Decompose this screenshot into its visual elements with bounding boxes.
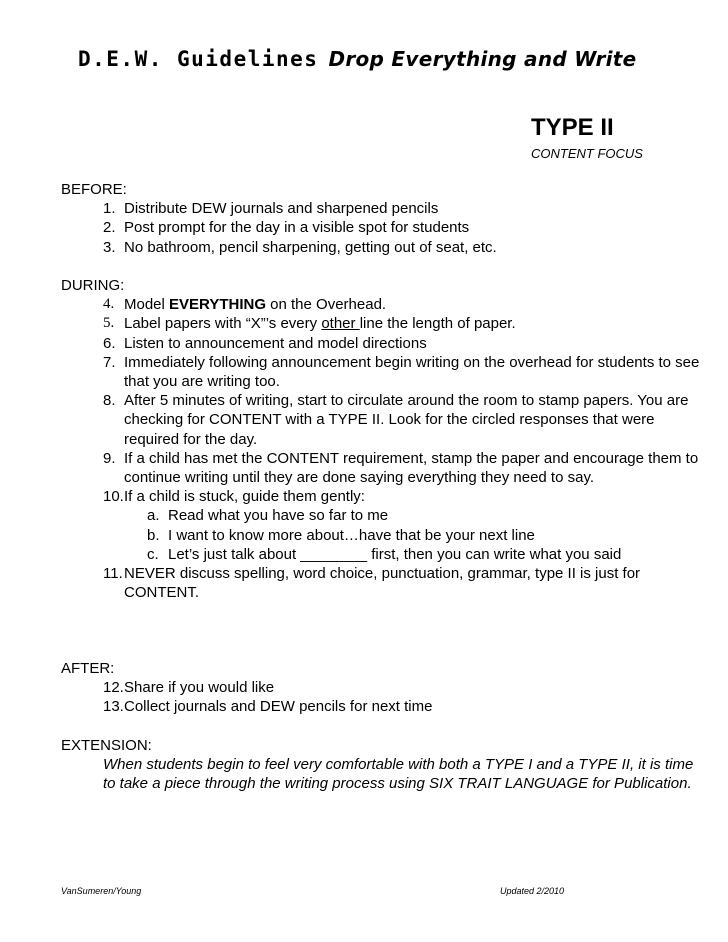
item-text: Immediately following announcement begin writing on the overhead for students to see that you are writing too.: [124, 353, 700, 391]
after-heading: AFTER:: [61, 660, 115, 677]
item-number: 8.: [103, 392, 116, 410]
item-text-post: on the Overhead.: [266, 296, 387, 314]
item-number: 1.: [103, 200, 116, 218]
item-number: 5.: [103, 315, 115, 332]
item-text: NEVER discuss spelling, word choice, punctuation, grammar, type II is just for CONTENT.: [124, 565, 641, 602]
item-text: Collect journals and DEW pencils for next time: [124, 698, 433, 716]
list-item: [61, 449, 701, 487]
item-number: 9.: [103, 449, 116, 467]
item-text: After 5 minutes of writing, start to circulate around the room to stamp papers. You are checking for CONTENT with a TYPE II. Look for the circled responses that were required for the day.: [124, 392, 689, 448]
item-number: 12.: [103, 679, 124, 697]
item-number: 10.: [103, 488, 124, 506]
sub-item-letter: c.: [147, 545, 159, 563]
list-item: [61, 218, 701, 237]
sub-item-text: Let’s just talk about ________ first, then you can write what you said: [168, 545, 622, 563]
extension-heading: EXTENSION:: [61, 737, 152, 754]
title-subtitle: Drop Everything and Write: [328, 47, 637, 71]
item-text-underline: other: [321, 315, 360, 333]
list-item: [61, 295, 701, 314]
item-text: Distribute DEW journals and sharpened pencils: [124, 200, 439, 218]
item-number: 3.: [103, 238, 116, 256]
item-text-pre: Model: [124, 296, 170, 314]
focus-label: CONTENT FOCUS: [531, 146, 643, 161]
extension-text: When students begin to feel very comfortable with both a TYPE I and a TYPE II, it is time to take a piece through the writing process using SIX TRAIT LANGUAGE for Publication.: [103, 756, 694, 793]
item-text-bold: EVERYTHING: [169, 296, 266, 314]
list-item: [61, 238, 701, 257]
sub-list-item: [61, 526, 701, 545]
type-block: [531, 114, 643, 162]
document-title: [78, 45, 637, 73]
sub-item-text: I want to know more about…have that be your next line: [168, 526, 535, 544]
item-text: Share if you would like: [124, 679, 275, 697]
sub-item-text: Read what you have so far to me: [168, 507, 389, 525]
item-number: 11.: [103, 565, 123, 583]
item-text: If a child has met the CONTENT requirement, stamp the paper and encourage them to continue writing until they are done saying everything they need to say.: [124, 449, 699, 487]
list-item: [61, 678, 701, 697]
list-item: [61, 199, 701, 218]
list-item: [61, 353, 701, 391]
item-number: 7.: [103, 353, 116, 371]
footer-updated: Updated 2/2010: [500, 886, 565, 896]
during-heading: DURING:: [61, 277, 125, 294]
list-item: [61, 314, 701, 333]
footer-authors: VanSumeren/Young: [61, 886, 142, 896]
before-section: [61, 180, 701, 257]
list-item: [61, 487, 701, 506]
item-text: No bathroom, pencil sharpening, getting out of seat, etc.: [124, 238, 497, 256]
list-item: [61, 391, 701, 449]
extension-section: [61, 736, 701, 794]
item-number: 2.: [103, 219, 116, 237]
after-section: [61, 659, 701, 717]
sub-item-letter: a.: [147, 507, 160, 525]
title-main: D.E.W. Guidelines: [78, 47, 319, 71]
during-section: [61, 276, 701, 602]
list-item: [61, 564, 701, 602]
list-item: [61, 697, 701, 716]
item-text: If a child is stuck, guide them gently:: [124, 488, 365, 506]
item-text-pre: Label papers with “X”’s every: [124, 315, 322, 333]
list-item: [61, 334, 701, 353]
before-heading: BEFORE:: [61, 181, 127, 198]
sub-item-letter: b.: [147, 526, 160, 544]
sub-list-item: [61, 545, 701, 564]
item-text-post: line the length of paper.: [359, 315, 516, 333]
item-number: 13.: [103, 698, 124, 716]
type-label: TYPE II: [531, 114, 614, 141]
item-number: 4.: [103, 296, 115, 313]
item-text: Post prompt for the day in a visible spot for students: [124, 219, 470, 237]
item-text: Listen to announcement and model directions: [124, 334, 427, 352]
item-number: 6.: [103, 334, 116, 352]
sub-list-item: [61, 506, 701, 525]
